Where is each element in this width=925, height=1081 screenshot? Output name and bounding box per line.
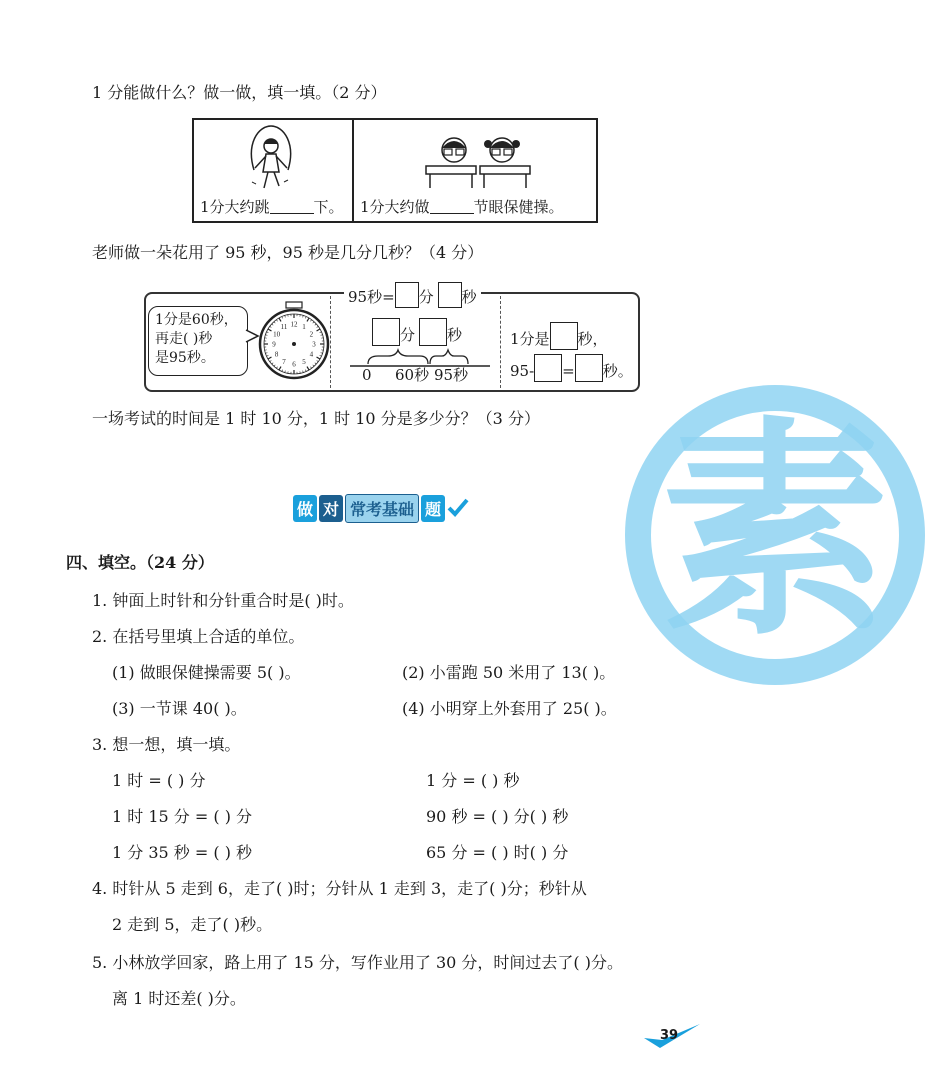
divider bbox=[500, 296, 501, 388]
q2-top-equation bbox=[344, 282, 481, 309]
s4-q4-line1: 4. 时针从 5 走到 6，走了( )时；分针从 1 走到 3，走了( )分；秒针从 bbox=[92, 879, 587, 898]
clock-number: 8 bbox=[274, 350, 279, 359]
banner-char: 题 bbox=[421, 495, 445, 522]
divider bbox=[330, 296, 331, 388]
clock-number: 10 bbox=[273, 330, 281, 339]
q1-left-caption-start: 1分大约跳 bbox=[200, 198, 270, 216]
text: = bbox=[562, 362, 575, 380]
s4-q3-d: 90 秒 = ( ) 分( ) 秒 bbox=[426, 807, 569, 826]
watermark-glyph: 素 bbox=[660, 399, 891, 666]
clock-number: 2 bbox=[309, 330, 314, 339]
clock-number: 11 bbox=[280, 323, 288, 332]
s4-q3-e: 1 分 35 秒 = ( ) 秒 bbox=[112, 843, 253, 862]
section-banner bbox=[293, 494, 469, 522]
unit-miao: 秒 bbox=[447, 326, 463, 344]
clock-number: 1 bbox=[302, 323, 306, 332]
s4-q3-a: 1 时 = ( ) 分 bbox=[112, 771, 206, 790]
bubble-line: 1分是60秒， bbox=[155, 312, 238, 328]
q2-middle-boxes bbox=[372, 318, 462, 348]
s4-q3-f: 65 分 = ( ) 时( ) 分 bbox=[426, 843, 569, 862]
girl-jumping-rope-illustration bbox=[246, 124, 296, 196]
s4-q3: 3. 想一想，填一填。 bbox=[92, 735, 241, 754]
unit-miao: 秒 bbox=[461, 288, 477, 306]
s4-q2-2: (2) 小雷跑 50 米用了 13( )。 bbox=[402, 663, 616, 682]
unit-fen: 分 bbox=[400, 326, 416, 344]
s4-q3-c: 1 时 15 分 = ( ) 分 bbox=[112, 807, 253, 826]
answer-box[interactable] bbox=[438, 282, 462, 308]
s4-q2-4: (4) 小明穿上外套用了 25( )。 bbox=[402, 699, 617, 718]
bubble-line: 再走( )秒 bbox=[155, 331, 213, 347]
hint-bubble bbox=[148, 306, 248, 376]
q1-right-caption-end: 节眼保健操。 bbox=[473, 198, 564, 216]
clock-number: 9 bbox=[272, 340, 276, 349]
q2-right-line2 bbox=[510, 354, 633, 385]
s4-q2-1: (1) 做眼保健操需要 5( )。 bbox=[112, 663, 301, 682]
s4-q1: 1. 钟面上时针和分针重合时是( )时。 bbox=[92, 591, 354, 610]
q1-left-panel bbox=[192, 118, 354, 223]
q2-title: 老师做一朵花用了 95 秒，95 秒是几分几秒？（4 分） bbox=[92, 243, 484, 262]
text: 秒， bbox=[577, 330, 608, 348]
answer-box[interactable] bbox=[534, 354, 562, 382]
q3-title: 一场考试的时间是 1 时 10 分，1 时 10 分是多少分？（3 分） bbox=[92, 409, 540, 428]
clock-number: 4 bbox=[309, 350, 314, 359]
clock-face bbox=[258, 302, 330, 382]
answer-box[interactable] bbox=[575, 354, 603, 382]
s4-q5-line2: 离 1 时还差( )分。 bbox=[112, 989, 246, 1008]
check-mark-icon bbox=[447, 498, 469, 518]
clock-number: 5 bbox=[302, 357, 306, 366]
clock-number: 7 bbox=[282, 357, 286, 366]
s4-q2-3: (3) 一节课 40( )。 bbox=[112, 699, 247, 718]
q1-right-panel bbox=[352, 118, 598, 223]
s4-q5-line1: 5. 小林放学回家，路上用了 15 分，写作业用了 30 分，时间过去了( )分。 bbox=[92, 953, 623, 972]
q2-right-line1 bbox=[510, 322, 608, 353]
bubble-line: 是95秒。 bbox=[155, 350, 215, 366]
equation-text: 95秒= bbox=[348, 288, 395, 306]
unit-fen: 分 bbox=[418, 288, 434, 306]
banner-char: 对 bbox=[319, 495, 343, 522]
answer-box[interactable] bbox=[372, 318, 400, 346]
section4-heading: 四、填空。（24 分） bbox=[66, 553, 214, 572]
axis-label-0: 0 bbox=[362, 366, 372, 384]
clock-number: 3 bbox=[312, 340, 316, 349]
q1-right-caption-start: 1分大约做 bbox=[360, 198, 430, 216]
s4-q2: 2. 在括号里填上合适的单位。 bbox=[92, 627, 305, 646]
text: 1分是 bbox=[510, 330, 550, 348]
answer-box[interactable] bbox=[550, 322, 578, 350]
banner-text: 常考基础 bbox=[345, 494, 419, 523]
answer-blank[interactable] bbox=[430, 197, 474, 214]
q1-left-caption-end: 下。 bbox=[313, 198, 344, 216]
answer-box[interactable] bbox=[395, 282, 419, 308]
q1-title: 1 分能做什么？做一做，填一填。（2 分） bbox=[92, 83, 387, 102]
clock-number: 12 bbox=[290, 320, 298, 329]
children-eye-exercise-illustration bbox=[424, 132, 534, 192]
text: 秒。 bbox=[602, 362, 633, 380]
banner-char: 做 bbox=[293, 495, 317, 522]
answer-blank[interactable] bbox=[270, 197, 314, 214]
axis-label-60: 60秒 bbox=[395, 366, 430, 384]
text: 95- bbox=[510, 362, 535, 380]
axis-label-95: 95秒 bbox=[434, 366, 469, 384]
answer-box[interactable] bbox=[419, 318, 447, 346]
s4-q4-line2: 2 走到 5，走了( )秒。 bbox=[112, 915, 273, 934]
page-number: 39 bbox=[660, 1028, 679, 1043]
s4-q3-b: 1 分 = ( ) 秒 bbox=[426, 771, 520, 790]
clock-number: 6 bbox=[292, 360, 296, 369]
